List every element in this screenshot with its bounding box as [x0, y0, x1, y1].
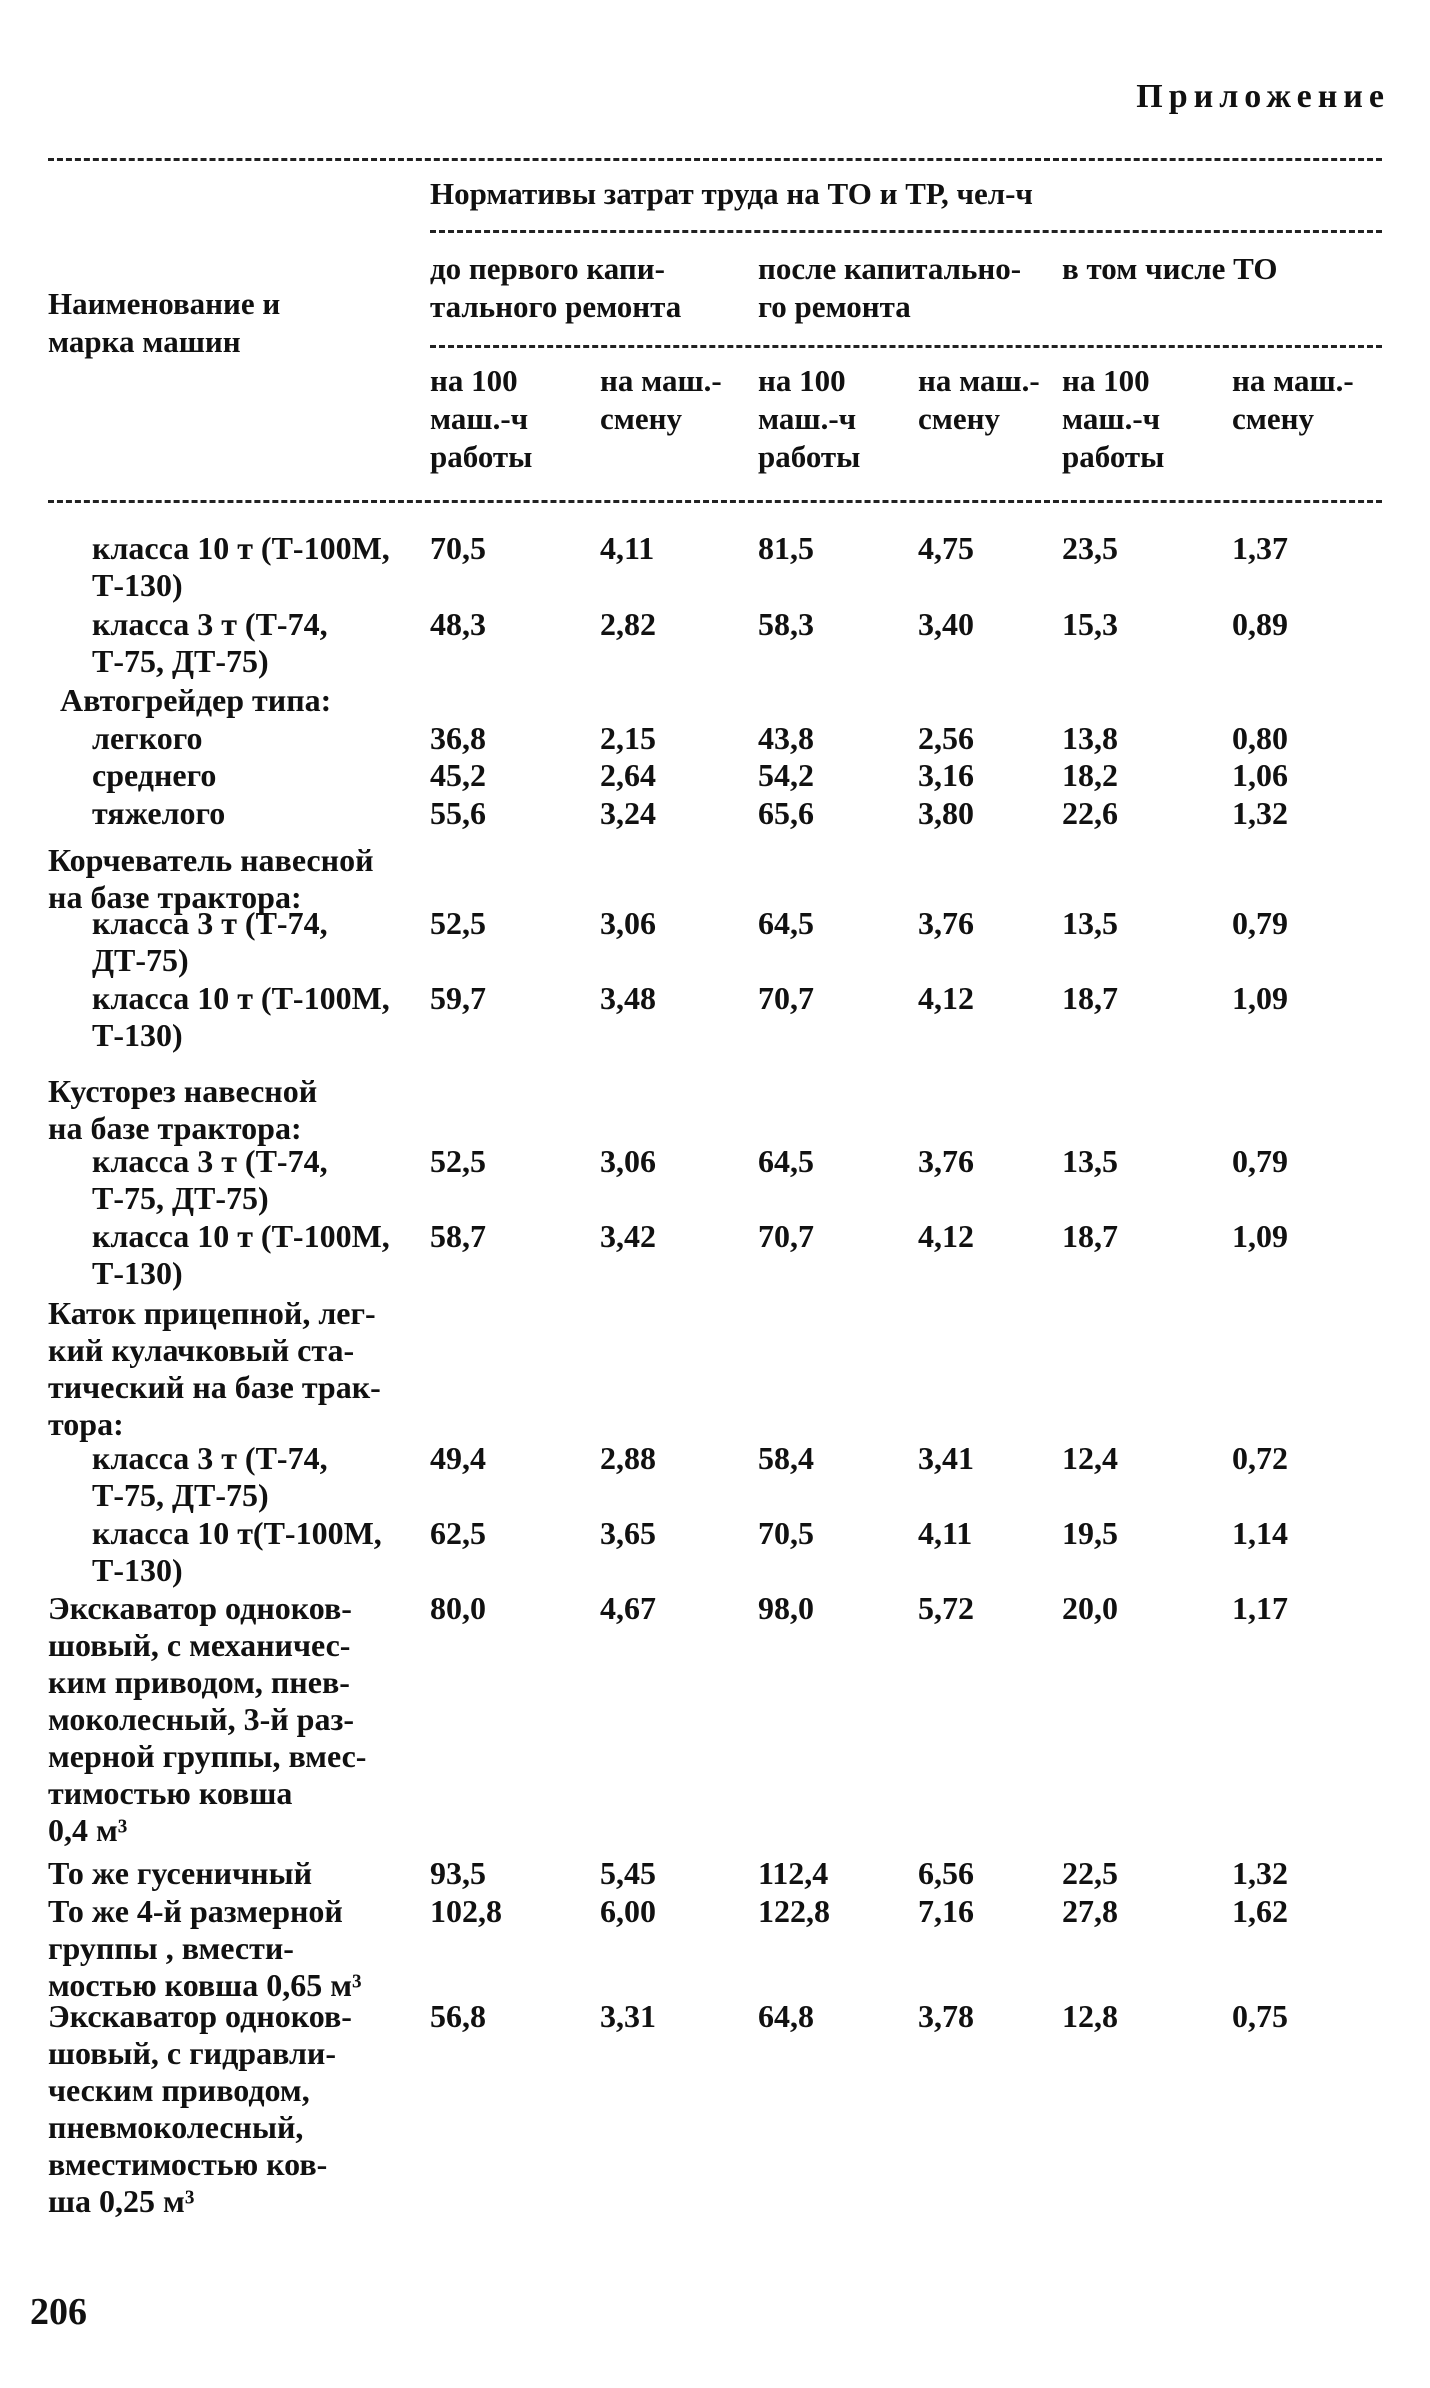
row-value-5: 20,0 [1062, 1590, 1118, 1626]
row-value-2: 2,64 [600, 757, 656, 793]
row-value-5: 22,5 [1062, 1855, 1118, 1891]
row-value-2: 3,31 [600, 1998, 656, 2034]
row-value-3: 112,4 [758, 1855, 829, 1891]
row-value-4: 6,56 [918, 1855, 974, 1891]
row-value-5: 13,5 [1062, 905, 1118, 941]
row-value-2: 3,24 [600, 795, 656, 831]
row-value-3: 58,3 [758, 606, 814, 642]
leaf-header-6: на маш.- смену [1232, 363, 1354, 436]
row-value-3: 70,7 [758, 1218, 814, 1254]
row-value-1: 36,8 [430, 720, 486, 756]
row-value-1: 49,4 [430, 1440, 486, 1476]
row-value-6: 1,32 [1232, 795, 1288, 831]
row-value-1: 58,7 [430, 1218, 486, 1254]
subheader-before-overhaul: до первого капи- тального ремонта [430, 251, 682, 324]
row-value-6: 1,09 [1232, 1218, 1288, 1254]
row-value-6: 1,17 [1232, 1590, 1288, 1626]
row-name: класса 10 т(Т-100М, Т-130) [92, 1515, 382, 1588]
table-top-rule [48, 158, 1382, 161]
row-value-4: 3,76 [918, 905, 974, 941]
row-value-4: 4,75 [918, 530, 974, 566]
row-value-5: 18,7 [1062, 980, 1118, 1016]
row-value-4: 3,80 [918, 795, 974, 831]
row-name: Каток прицепной, лег- кий кулачковый ста- тический на базе трак- тора: [48, 1295, 381, 1442]
row-value-3: 81,5 [758, 530, 814, 566]
row-value-6: 1,62 [1232, 1893, 1288, 1929]
row-value-4: 3,40 [918, 606, 974, 642]
row-value-4: 2,56 [918, 720, 974, 756]
row-name: класса 10 т (Т-100М, Т-130) [92, 530, 390, 603]
row-value-3: 58,4 [758, 1440, 814, 1476]
leaf-header-1: на 100 маш.-ч работы [430, 363, 533, 474]
row-value-4: 3,16 [918, 757, 974, 793]
row-value-2: 4,11 [600, 530, 655, 566]
name-column-header: Наименование и марка машин [48, 286, 281, 359]
row-value-6: 0,89 [1232, 606, 1288, 642]
row-name: Корчеватель навесной на базе трактора: [48, 842, 374, 915]
row-value-6: 1,06 [1232, 757, 1288, 793]
subheader-rule [430, 345, 1382, 348]
row-name: класса 3 т (Т-74, Т-75, ДТ-75) [92, 606, 328, 679]
row-value-6: 1,09 [1232, 980, 1288, 1016]
row-name: Экскаватор одноков- шовый, с механичес- ким приводом, пнев- моколесный, 3-й раз- мерной группы, вмес- тимостью ковша 0,4 м³ [48, 1590, 367, 1848]
leaf-header-4: на маш.- смену [918, 363, 1040, 436]
row-value-3: 70,5 [758, 1515, 814, 1551]
row-value-3: 122,8 [758, 1893, 830, 1929]
row-value-4: 5,72 [918, 1590, 974, 1626]
row-value-1: 70,5 [430, 530, 486, 566]
running-header: Приложение [1136, 78, 1390, 115]
row-value-5: 22,6 [1062, 795, 1118, 831]
row-name: класса 10 т (Т-100М, Т-130) [92, 980, 390, 1053]
row-value-5: 13,5 [1062, 1143, 1118, 1179]
row-name: То же 4-й размерной группы , вмести- мостью ковша 0,65 м³ [48, 1893, 362, 2003]
row-value-1: 52,5 [430, 905, 486, 941]
row-value-6: 1,14 [1232, 1515, 1288, 1551]
row-name: легкого [92, 720, 203, 756]
row-value-6: 0,79 [1232, 905, 1288, 941]
row-value-3: 64,8 [758, 1998, 814, 2034]
row-value-1: 93,5 [430, 1855, 486, 1891]
row-value-4: 3,41 [918, 1440, 974, 1476]
row-value-4: 4,12 [918, 1218, 974, 1254]
leaf-header-2: на маш.- смену [600, 363, 722, 436]
row-name: класса 3 т (Т-74, ДТ-75) [92, 905, 328, 978]
row-value-2: 3,06 [600, 905, 656, 941]
row-value-1: 52,5 [430, 1143, 486, 1179]
row-value-1: 80,0 [430, 1590, 486, 1626]
row-value-1: 48,3 [430, 606, 486, 642]
row-value-2: 3,65 [600, 1515, 656, 1551]
row-value-5: 12,4 [1062, 1440, 1118, 1476]
row-value-2: 2,15 [600, 720, 656, 756]
header-bottom-rule [48, 500, 1382, 503]
row-value-2: 5,45 [600, 1855, 656, 1891]
row-value-6: 0,79 [1232, 1143, 1288, 1179]
subheader-including-to: в том числе ТО [1062, 251, 1278, 286]
row-value-5: 23,5 [1062, 530, 1118, 566]
row-value-5: 19,5 [1062, 1515, 1118, 1551]
row-value-2: 3,48 [600, 980, 656, 1016]
row-value-2: 3,42 [600, 1218, 656, 1254]
row-value-3: 64,5 [758, 1143, 814, 1179]
row-value-2: 6,00 [600, 1893, 656, 1929]
row-value-5: 15,3 [1062, 606, 1118, 642]
row-name: Кусторез навесной на базе трактора: [48, 1073, 318, 1146]
row-value-6: 0,80 [1232, 720, 1288, 756]
leaf-header-3: на 100 маш.-ч работы [758, 363, 861, 474]
row-value-4: 3,76 [918, 1143, 974, 1179]
row-value-4: 4,11 [918, 1515, 973, 1551]
row-name: Автогрейдер типа: [60, 682, 332, 718]
row-value-1: 102,8 [430, 1893, 502, 1929]
row-value-4: 7,16 [918, 1893, 974, 1929]
row-value-5: 18,2 [1062, 757, 1118, 793]
row-name: класса 3 т (Т-74, Т-75, ДТ-75) [92, 1440, 328, 1513]
row-value-3: 64,5 [758, 905, 814, 941]
row-value-3: 54,2 [758, 757, 814, 793]
row-name: среднего [92, 757, 217, 793]
row-value-5: 13,8 [1062, 720, 1118, 756]
row-value-4: 4,12 [918, 980, 974, 1016]
group-header: Нормативы затрат труда на ТО и ТР, чел-ч [430, 176, 1033, 211]
row-name: класса 10 т (Т-100М, Т-130) [92, 1218, 390, 1291]
row-value-3: 43,8 [758, 720, 814, 756]
row-value-1: 59,7 [430, 980, 486, 1016]
row-value-4: 3,78 [918, 1998, 974, 2034]
group-header-rule [430, 230, 1382, 233]
row-value-6: 0,72 [1232, 1440, 1288, 1476]
row-value-5: 27,8 [1062, 1893, 1118, 1929]
row-value-5: 12,8 [1062, 1998, 1118, 2034]
row-value-3: 65,6 [758, 795, 814, 831]
row-value-6: 1,32 [1232, 1855, 1288, 1891]
row-name: класса 3 т (Т-74, Т-75, ДТ-75) [92, 1143, 328, 1216]
row-value-6: 1,37 [1232, 530, 1288, 566]
row-name: Экскаватор одноков- шовый, с гидравли- ческим приводом, пневмоколесный, вместимостью ков- ша 0,25 м³ [48, 1998, 352, 2219]
row-value-2: 4,67 [600, 1590, 656, 1626]
row-name: тяжелого [92, 795, 226, 831]
row-value-3: 70,7 [758, 980, 814, 1016]
row-name: То же гусеничный [48, 1855, 313, 1891]
subheader-after-overhaul: после капитально- го ремонта [758, 251, 1022, 324]
row-value-5: 18,7 [1062, 1218, 1118, 1254]
row-value-1: 55,6 [430, 795, 486, 831]
page-number: 206 [30, 2291, 87, 2333]
row-value-3: 98,0 [758, 1590, 814, 1626]
leaf-header-5: на 100 маш.-ч работы [1062, 363, 1165, 474]
row-value-6: 0,75 [1232, 1998, 1288, 2034]
row-value-1: 56,8 [430, 1998, 486, 2034]
row-value-2: 3,06 [600, 1143, 656, 1179]
row-value-1: 62,5 [430, 1515, 486, 1551]
row-value-1: 45,2 [430, 757, 486, 793]
row-value-2: 2,88 [600, 1440, 656, 1476]
row-value-2: 2,82 [600, 606, 656, 642]
